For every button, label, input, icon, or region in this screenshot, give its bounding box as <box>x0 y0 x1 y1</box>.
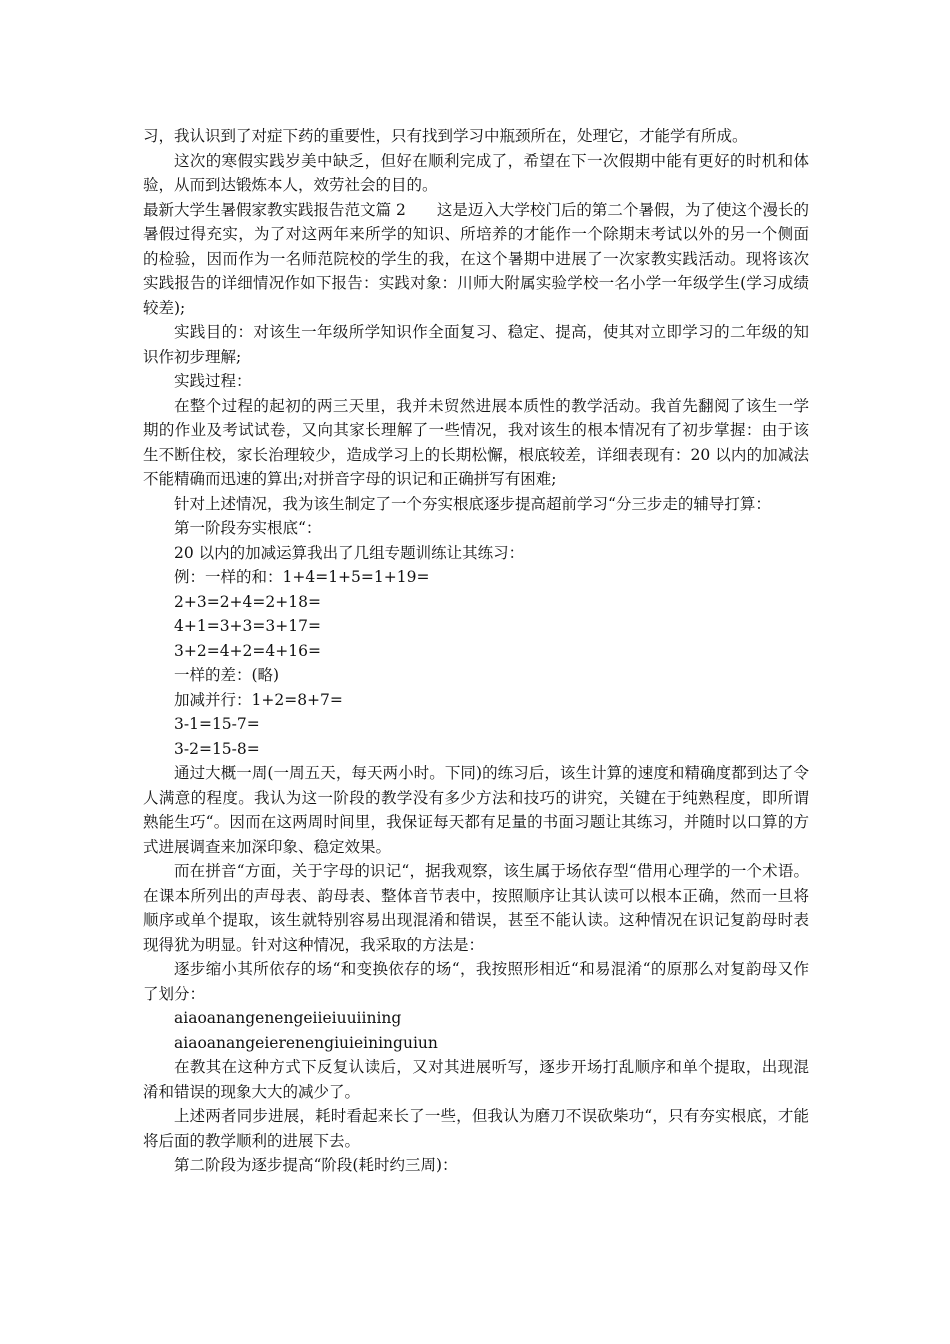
paragraph: 上述两者同步进展，耗时看起来长了一些，但我认为磨刀不误砍柴功“，只有夯实根底，才能将后面的教学顺利的进展下去。 <box>143 1107 809 1150</box>
paragraph: 针对上述情况，我为该生制定了一个夯实根底逐步提高超前学习“分三步走的辅导打算： <box>174 494 771 513</box>
paragraph: 而在拼音“方面，关于字母的识记“，据我观察，该生属于场依存型“借用心理学的一个术语。在课本所列出的声母表、韵母表、整体音节表中，按照顺序让其认读可以根本正确，然而一旦将顺序或单个提取，该生就特别容易出现混淆和错误，甚至不能认读。这种情况在识记复韵母时表现得犹为明显。针对这种情况，我采取的方法是： <box>143 862 809 954</box>
paragraph: 逐步缩小其所依存的场“和变换依存的场“，我按照形相近“和易混淆“的原那么对复韵母又作了划分： <box>143 960 809 1003</box>
paragraph: 实践过程： <box>174 372 252 390</box>
math-line: 3-1=15-7= <box>174 715 260 733</box>
paragraph: 习，我认识到了对症下药的重要性，只有找到学习中瓶颈所在，处理它，才能学有所成。 <box>143 127 748 145</box>
paragraph: 实践目的：对该生一年级所学知识作全面复习、稳定、提高，使其对立即学习的二年级的知识作初步理解; <box>143 323 809 366</box>
math-line: 例：一样的和：1+4=1+5=1+19= <box>174 568 430 586</box>
math-line: 3-2=15-8= <box>174 739 260 758</box>
math-line: 3+2=4+2=4+16= <box>174 641 321 660</box>
math-line: 一样的差：(略) <box>174 666 280 684</box>
math-line: 加减并行：1+2=8+7= <box>174 690 343 709</box>
paragraph: 在整个过程的起初的两三天里，我并未贸然进展本质性的教学活动。我首先翻阅了该生一学期的作业及考试试卷，又向其家长理解了一些情况，我对该生的根本情况有了初步掌握：由于该生不断住校，家长治理较少，造成学习上的长期松懈，根底较差，详细表现有：20 以内的加减法不能精确而迅速的算出;对拼音字母的识记和正确拼写有困难; <box>143 396 809 488</box>
section-heading-paragraph: 最新大学生暑假家教实践报告范文篇 2 这是迈入大学校门后的第二个暑假，为了使这个漫长的暑假过得充实，为了对这两年来所学的知识、所培养的才能作一个除期末考试以外的另一个侧面的检验，因而作为一名师范院校的学生的我，在这个暑期中进展了一次家教实践活动。现将该次实践报告的详细情况作如下报告：实践对象：川师大附属实验学校一名小学一年级学生(学习成绩较差); <box>143 200 809 317</box>
paragraph: 在教其在这种方式下反复认读后，又对其进展听写，逐步开场打乱顺序和单个提取，出现混淆和错误的现象大大的减少了。 <box>143 1058 809 1101</box>
paragraph: 20 以内的加减运算我出了几组专题训练让其练习： <box>174 543 525 562</box>
document-body <box>143 124 809 1178</box>
math-line: 4+1=3+3=3+17= <box>174 617 321 635</box>
paragraph: 这次的寒假实践岁美中缺乏，但好在顺利完成了，希望在下一次假期中能有更好的时机和体验，从而到达锻炼本人，效劳社会的目的。 <box>143 151 809 194</box>
paragraph: 第二阶段为逐步提高“阶段(耗时约三周)： <box>174 1156 458 1174</box>
pinyin-line: aiaoanangeierenengiuieininguiun <box>174 1033 438 1052</box>
paragraph: 通过大概一周(一周五天，每天两小时。下同)的练习后，该生计算的速度和精确度都到达了令人满意的程度。我认为这一阶段的教学没有多少方法和技巧的讲究，关键在于纯熟程度，即所谓熟能生巧“。因而在这两周时间里，我保证每天都有足量的书面习题让其练习，并随时以口算的方式进展调查来加深印象、稳定效果。 <box>143 764 809 856</box>
paragraph: 第一阶段夯实根底“： <box>174 519 322 537</box>
pinyin-line: aiaoanangenengeiieiuuiining <box>174 1009 402 1027</box>
math-line: 2+3=2+4=2+18= <box>174 592 321 611</box>
